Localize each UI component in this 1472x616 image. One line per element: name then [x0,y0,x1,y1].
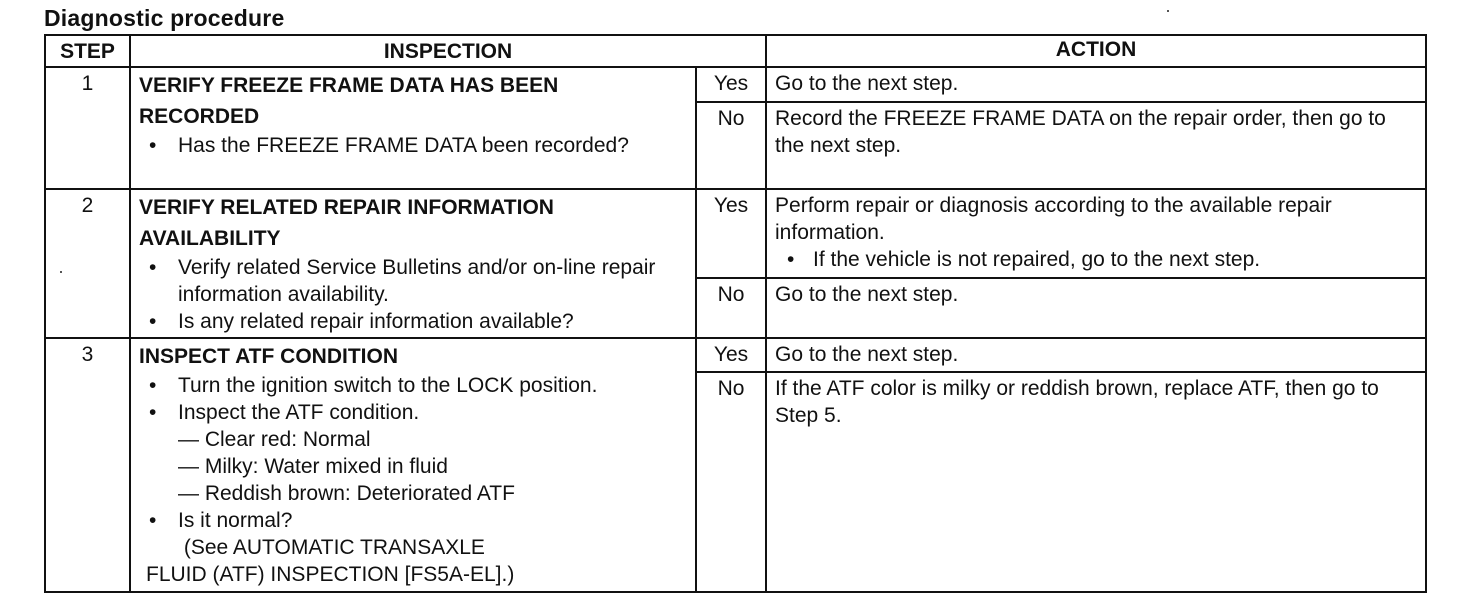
inspection-title-line: AVAILABILITY [139,227,281,250]
step-1-inspection [130,67,696,189]
yes-action: Go to the next step. [766,338,1426,372]
action-text: Perform repair or diagnosis according to the available repair information. [775,194,1332,244]
no-action: Record the FREEZE FRAME DATA on the repair order, then go to the next step. [766,102,1426,189]
reference-line: (See AUTOMATIC TRANSAXLE [178,536,485,559]
inspection-bullet: • Verify related Service Bulletins and/or on-line repair information availability. [178,254,691,308]
inspection-title: INSPECT ATF CONDITION [139,345,398,368]
no-action: If the ATF color is milky or reddish brown, replace ATF, then go to Step 5. [766,372,1426,592]
header-row [45,35,1426,67]
inspection-bullet-text: • Is it normal? [178,509,293,532]
no-label: No [696,278,766,338]
step-number: 2 [45,189,130,338]
yes-label: Yes [696,189,766,278]
action-bullets [775,246,1417,273]
inspection-bullet: • Has the FREEZE FRAME DATA been recorded? [178,132,691,159]
step-3-yes-row [45,338,1426,372]
yes-action: Go to the next step. [766,67,1426,102]
yes-action [766,189,1426,278]
inspection-bullet [146,507,691,588]
inspection-title [139,192,691,254]
no-label: No [696,102,766,189]
inspection-bullets [139,372,691,588]
condition-line: — Milky: Water mixed in fluid [178,455,448,478]
step-header: STEP [45,35,130,67]
no-label: No [696,372,766,592]
condition-line: — Clear red: Normal [178,428,371,451]
step-3-inspection [130,338,696,592]
inspection-bullet: • Is any related repair information available? [178,308,691,335]
step-2-inspection [130,189,696,338]
inspection-title-line: VERIFY RELATED REPAIR INFORMATION [139,196,554,219]
inspection-bullet [178,399,691,507]
no-action: Go to the next step. [766,278,1426,338]
inspection-bullet: • Turn the ignition switch to the LOCK position. [178,372,691,399]
page-title: Diagnostic procedure [44,5,285,31]
yes-label: Yes [696,67,766,102]
diagnostic-procedure-table [44,34,1427,593]
inspection-bullet-text: • Inspect the ATF condition. [178,401,420,424]
inspection-header: INSPECTION [130,35,766,67]
step-number: 3 [45,338,130,592]
inspection-bullets [139,254,691,335]
reference-line: FLUID (ATF) INSPECTION [FS5A-EL].) [146,563,515,586]
yes-label: Yes [696,338,766,372]
step-1-yes-row [45,67,1426,102]
step-number: 1 [45,67,130,189]
scan-speck [1167,10,1169,12]
inspection-title-line: RECORDED [139,105,260,128]
action-bullet: • If the vehicle is not repaired, go to the next step. [813,246,1417,273]
action-header: ACTION [766,35,1426,67]
step-2-yes-row [45,189,1426,278]
inspection-title-line: VERIFY FREEZE FRAME DATA HAS BEEN [139,74,559,97]
inspection-title [139,70,691,132]
condition-line: — Reddish brown: Deteriorated ATF [178,482,515,505]
inspection-bullets [139,132,691,159]
